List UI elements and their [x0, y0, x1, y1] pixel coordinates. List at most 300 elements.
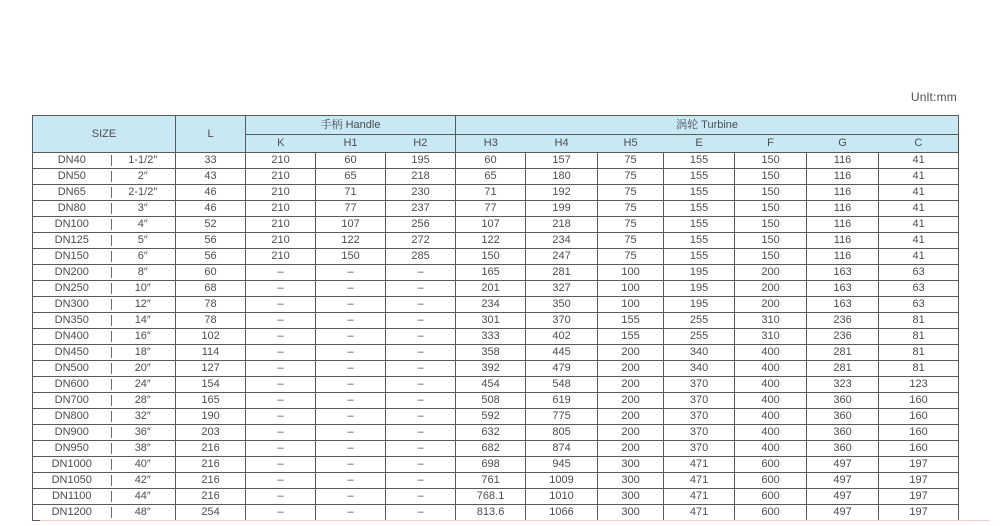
cell-K: – [246, 265, 316, 281]
cell-inch: 20″ [111, 361, 176, 377]
cell-H3: 65 [456, 169, 526, 185]
cell-inch: 2″ [111, 169, 176, 185]
cell-C: 197 [879, 505, 959, 521]
cell-H4: 180 [526, 169, 598, 185]
cell-H1: – [316, 409, 386, 425]
cell-H5: 75 [598, 233, 664, 249]
cell-H1: – [316, 473, 386, 489]
cell-C: 81 [879, 345, 959, 361]
cell-E: 370 [664, 441, 735, 457]
table-row [33, 281, 959, 297]
cell-C: 197 [879, 457, 959, 473]
cell-H4: 548 [526, 377, 598, 393]
cell-H5: 100 [598, 265, 664, 281]
cell-E: 471 [664, 457, 735, 473]
cell-H4: 775 [526, 409, 598, 425]
cell-K: – [246, 297, 316, 313]
cell-H4: 247 [526, 249, 598, 265]
col-header-l: L [176, 116, 246, 153]
table-row [33, 169, 959, 185]
cell-H3: 71 [456, 185, 526, 201]
cell-C: 63 [879, 281, 959, 297]
table-row [33, 409, 959, 425]
cell-F: 310 [735, 313, 807, 329]
cell-inch: 8″ [111, 265, 176, 281]
cell-K: – [246, 329, 316, 345]
cell-L: 216 [176, 473, 246, 489]
table-row [33, 377, 959, 393]
cell-E: 370 [664, 425, 735, 441]
cell-dn: DN450 [33, 345, 111, 361]
cell-K: 210 [246, 153, 316, 169]
cell-G: 116 [807, 233, 879, 249]
cell-H1: – [316, 393, 386, 409]
cell-F: 150 [735, 153, 807, 169]
cell-E: 155 [664, 201, 735, 217]
cell-G: 497 [807, 473, 879, 489]
cell-L: 127 [176, 361, 246, 377]
cell-H5: 155 [598, 313, 664, 329]
cell-E: 370 [664, 377, 735, 393]
cell-L: 216 [176, 457, 246, 473]
cell-dn: DN1000 [33, 457, 111, 473]
cell-H1: – [316, 313, 386, 329]
cell-H5: 75 [598, 153, 664, 169]
cell-L: 46 [176, 185, 246, 201]
table-row [33, 249, 959, 265]
cell-C: 160 [879, 393, 959, 409]
cell-G: 497 [807, 505, 879, 521]
cell-H3: 77 [456, 201, 526, 217]
cell-H3: 150 [456, 249, 526, 265]
cell-dn: DN1200 [33, 505, 111, 521]
cell-inch: 1-1/2″ [111, 153, 176, 169]
cell-F: 200 [735, 281, 807, 297]
cell-L: 43 [176, 169, 246, 185]
cell-C: 41 [879, 185, 959, 201]
table-row [33, 153, 959, 169]
cell-dn: DN80 [33, 201, 111, 217]
cell-H5: 100 [598, 281, 664, 297]
cell-H4: 1066 [526, 505, 598, 521]
col-header-size: SIZE [33, 116, 176, 153]
cell-G: 360 [807, 441, 879, 457]
cell-E: 255 [664, 313, 735, 329]
table-row [33, 217, 959, 233]
cell-F: 400 [735, 361, 807, 377]
cell-G: 497 [807, 457, 879, 473]
cell-E: 155 [664, 233, 735, 249]
table-header [33, 116, 959, 153]
cell-dn: DN1100 [33, 489, 111, 505]
cell-H3: 761 [456, 473, 526, 489]
cell-inch: 3″ [111, 201, 176, 217]
cell-K: – [246, 489, 316, 505]
cell-E: 255 [664, 329, 735, 345]
cell-H3: 813.6 [456, 505, 526, 521]
cell-dn: DN50 [33, 169, 111, 185]
cell-L: 203 [176, 425, 246, 441]
cell-L: 33 [176, 153, 246, 169]
cell-inch: 10″ [111, 281, 176, 297]
cell-H5: 75 [598, 185, 664, 201]
cell-K: – [246, 441, 316, 457]
cell-K: – [246, 473, 316, 489]
cell-H4: 402 [526, 329, 598, 345]
cell-dn: DN400 [33, 329, 111, 345]
cell-K: 210 [246, 169, 316, 185]
valve-dimensions-table [32, 115, 959, 521]
cell-dn: DN150 [33, 249, 111, 265]
cell-K: 210 [246, 217, 316, 233]
cell-H3: 107 [456, 217, 526, 233]
cell-C: 197 [879, 489, 959, 505]
cell-H5: 300 [598, 457, 664, 473]
cell-H3: 165 [456, 265, 526, 281]
cell-dn: DN100 [33, 217, 111, 233]
cell-H2: – [386, 441, 456, 457]
cell-G: 360 [807, 393, 879, 409]
cell-L: 52 [176, 217, 246, 233]
cell-F: 150 [735, 249, 807, 265]
cell-L: 216 [176, 489, 246, 505]
cell-F: 310 [735, 329, 807, 345]
cell-H2: 230 [386, 185, 456, 201]
table-row [33, 361, 959, 377]
cell-H4: 874 [526, 441, 598, 457]
cell-F: 150 [735, 217, 807, 233]
cell-H4: 805 [526, 425, 598, 441]
bottom-accent-line [40, 520, 990, 521]
cell-H5: 100 [598, 297, 664, 313]
cell-H5: 200 [598, 441, 664, 457]
cell-L: 114 [176, 345, 246, 361]
cell-H1: 122 [316, 233, 386, 249]
cell-H3: 508 [456, 393, 526, 409]
cell-H3: 301 [456, 313, 526, 329]
cell-dn: DN65 [33, 185, 111, 201]
cell-H3: 592 [456, 409, 526, 425]
cell-dn: DN950 [33, 441, 111, 457]
cell-E: 155 [664, 217, 735, 233]
cell-L: 56 [176, 233, 246, 249]
cell-E: 471 [664, 505, 735, 521]
cell-K: – [246, 393, 316, 409]
cell-inch: 48″ [111, 505, 176, 521]
cell-H1: – [316, 457, 386, 473]
cell-H5: 200 [598, 425, 664, 441]
table-row [33, 233, 959, 249]
cell-inch: 40″ [111, 457, 176, 473]
cell-G: 163 [807, 297, 879, 313]
cell-C: 160 [879, 409, 959, 425]
cell-inch: 24″ [111, 377, 176, 393]
cell-F: 150 [735, 201, 807, 217]
cell-L: 190 [176, 409, 246, 425]
cell-C: 41 [879, 153, 959, 169]
cell-L: 78 [176, 297, 246, 313]
cell-K: – [246, 409, 316, 425]
cell-H1: – [316, 377, 386, 393]
cell-G: 497 [807, 489, 879, 505]
cell-K: – [246, 281, 316, 297]
cell-H4: 199 [526, 201, 598, 217]
cell-inch: 18″ [111, 345, 176, 361]
cell-E: 155 [664, 185, 735, 201]
cell-K: – [246, 345, 316, 361]
cell-dn: DN300 [33, 297, 111, 313]
cell-G: 116 [807, 153, 879, 169]
table-row [33, 313, 959, 329]
cell-C: 41 [879, 201, 959, 217]
cell-L: 60 [176, 265, 246, 281]
cell-F: 600 [735, 505, 807, 521]
col-header-h4: H4 [526, 135, 598, 153]
cell-H2: – [386, 473, 456, 489]
cell-inch: 44″ [111, 489, 176, 505]
cell-H3: 682 [456, 441, 526, 457]
cell-G: 323 [807, 377, 879, 393]
cell-H5: 300 [598, 473, 664, 489]
cell-F: 400 [735, 409, 807, 425]
table-row [33, 393, 959, 409]
cell-E: 370 [664, 393, 735, 409]
cell-F: 600 [735, 473, 807, 489]
cell-H1: 60 [316, 153, 386, 169]
cell-H1: – [316, 265, 386, 281]
cell-C: 123 [879, 377, 959, 393]
col-header-h2: H2 [386, 135, 456, 153]
cell-H4: 281 [526, 265, 598, 281]
cell-G: 360 [807, 409, 879, 425]
cell-E: 155 [664, 153, 735, 169]
cell-F: 200 [735, 265, 807, 281]
cell-H1: 65 [316, 169, 386, 185]
cell-G: 116 [807, 249, 879, 265]
cell-K: 210 [246, 233, 316, 249]
cell-H2: – [386, 377, 456, 393]
cell-L: 102 [176, 329, 246, 345]
cell-G: 116 [807, 201, 879, 217]
cell-K: 210 [246, 249, 316, 265]
cell-F: 600 [735, 457, 807, 473]
cell-inch: 12″ [111, 297, 176, 313]
cell-H2: – [386, 297, 456, 313]
cell-E: 340 [664, 361, 735, 377]
cell-G: 281 [807, 361, 879, 377]
cell-H4: 479 [526, 361, 598, 377]
cell-G: 116 [807, 217, 879, 233]
cell-E: 155 [664, 169, 735, 185]
cell-H3: 768.1 [456, 489, 526, 505]
cell-K: – [246, 361, 316, 377]
cell-H2: 195 [386, 153, 456, 169]
cell-H2: – [386, 425, 456, 441]
cell-F: 600 [735, 489, 807, 505]
cell-inch: 5″ [111, 233, 176, 249]
table-row [33, 297, 959, 313]
table-row [33, 489, 959, 505]
cell-H3: 698 [456, 457, 526, 473]
cell-H2: – [386, 489, 456, 505]
cell-inch: 16″ [111, 329, 176, 345]
cell-H4: 327 [526, 281, 598, 297]
cell-E: 195 [664, 281, 735, 297]
cell-H1: 107 [316, 217, 386, 233]
col-header-g: G [807, 135, 879, 153]
cell-C: 81 [879, 329, 959, 345]
cell-L: 165 [176, 393, 246, 409]
cell-H4: 1009 [526, 473, 598, 489]
cell-K: – [246, 313, 316, 329]
cell-C: 63 [879, 265, 959, 281]
cell-C: 41 [879, 249, 959, 265]
cell-H3: 454 [456, 377, 526, 393]
cell-H4: 619 [526, 393, 598, 409]
cell-G: 116 [807, 169, 879, 185]
cell-L: 68 [176, 281, 246, 297]
col-header-h5: H5 [598, 135, 664, 153]
cell-H4: 370 [526, 313, 598, 329]
cell-H2: 218 [386, 169, 456, 185]
cell-inch: 36″ [111, 425, 176, 441]
cell-C: 63 [879, 297, 959, 313]
cell-L: 154 [176, 377, 246, 393]
table-row [33, 201, 959, 217]
cell-C: 81 [879, 313, 959, 329]
cell-inch: 28″ [111, 393, 176, 409]
cell-H1: – [316, 361, 386, 377]
cell-L: 56 [176, 249, 246, 265]
cell-H5: 200 [598, 409, 664, 425]
cell-H1: 150 [316, 249, 386, 265]
cell-K: – [246, 377, 316, 393]
cell-C: 41 [879, 233, 959, 249]
cell-H5: 300 [598, 505, 664, 521]
cell-H5: 75 [598, 217, 664, 233]
table-row [33, 329, 959, 345]
unit-label: Unlt:mm [910, 90, 957, 104]
cell-L: 78 [176, 313, 246, 329]
table-body [33, 153, 959, 521]
cell-inch: 32″ [111, 409, 176, 425]
cell-G: 360 [807, 425, 879, 441]
cell-H1: – [316, 281, 386, 297]
cell-H2: 285 [386, 249, 456, 265]
cell-H4: 218 [526, 217, 598, 233]
cell-E: 471 [664, 489, 735, 505]
cell-H2: – [386, 281, 456, 297]
cell-H5: 75 [598, 169, 664, 185]
cell-H2: – [386, 265, 456, 281]
cell-dn: DN500 [33, 361, 111, 377]
cell-F: 150 [735, 233, 807, 249]
cell-H5: 200 [598, 393, 664, 409]
col-header-f: F [735, 135, 807, 153]
cell-F: 400 [735, 345, 807, 361]
cell-H4: 1010 [526, 489, 598, 505]
cell-H5: 200 [598, 377, 664, 393]
cell-C: 41 [879, 217, 959, 233]
cell-H4: 157 [526, 153, 598, 169]
cell-H3: 122 [456, 233, 526, 249]
cell-H4: 945 [526, 457, 598, 473]
cell-H1: – [316, 505, 386, 521]
cell-K: 210 [246, 201, 316, 217]
cell-inch: 4″ [111, 217, 176, 233]
cell-K: – [246, 505, 316, 521]
cell-G: 236 [807, 313, 879, 329]
cell-C: 81 [879, 361, 959, 377]
cell-inch: 14″ [111, 313, 176, 329]
cell-H1: – [316, 441, 386, 457]
cell-H3: 358 [456, 345, 526, 361]
cell-K: 210 [246, 185, 316, 201]
col-header-k: K [246, 135, 316, 153]
cell-H2: – [386, 457, 456, 473]
cell-G: 236 [807, 329, 879, 345]
cell-K: – [246, 457, 316, 473]
cell-F: 150 [735, 185, 807, 201]
cell-H5: 200 [598, 361, 664, 377]
cell-H2: 272 [386, 233, 456, 249]
cell-H4: 350 [526, 297, 598, 313]
cell-dn: DN40 [33, 153, 111, 169]
cell-H2: – [386, 345, 456, 361]
cell-G: 281 [807, 345, 879, 361]
cell-F: 400 [735, 393, 807, 409]
cell-H3: 201 [456, 281, 526, 297]
cell-dn: DN700 [33, 393, 111, 409]
cell-dn: DN125 [33, 233, 111, 249]
cell-K: – [246, 425, 316, 441]
cell-inch: 38″ [111, 441, 176, 457]
cell-H2: 256 [386, 217, 456, 233]
cell-H1: 71 [316, 185, 386, 201]
cell-dn: DN800 [33, 409, 111, 425]
cell-H5: 75 [598, 249, 664, 265]
cell-H4: 445 [526, 345, 598, 361]
cell-H5: 155 [598, 329, 664, 345]
header-row-groups [33, 116, 959, 135]
cell-E: 370 [664, 409, 735, 425]
cell-dn: DN600 [33, 377, 111, 393]
cell-H3: 392 [456, 361, 526, 377]
cell-H2: – [386, 505, 456, 521]
cell-L: 216 [176, 441, 246, 457]
cell-H2: 237 [386, 201, 456, 217]
table-row [33, 457, 959, 473]
cell-H2: – [386, 329, 456, 345]
table-row [33, 265, 959, 281]
cell-H4: 192 [526, 185, 598, 201]
cell-H3: 234 [456, 297, 526, 313]
table-row [33, 345, 959, 361]
cell-inch: 2-1/2″ [111, 185, 176, 201]
table-row [33, 441, 959, 457]
cell-H1: – [316, 489, 386, 505]
cell-E: 340 [664, 345, 735, 361]
cell-H2: – [386, 361, 456, 377]
cell-H5: 200 [598, 345, 664, 361]
cell-C: 160 [879, 441, 959, 457]
cell-inch: 6″ [111, 249, 176, 265]
cell-E: 195 [664, 265, 735, 281]
cell-C: 41 [879, 169, 959, 185]
col-group-turbine: 涡轮 Turbine [456, 116, 959, 135]
cell-H3: 333 [456, 329, 526, 345]
col-header-h1: H1 [316, 135, 386, 153]
